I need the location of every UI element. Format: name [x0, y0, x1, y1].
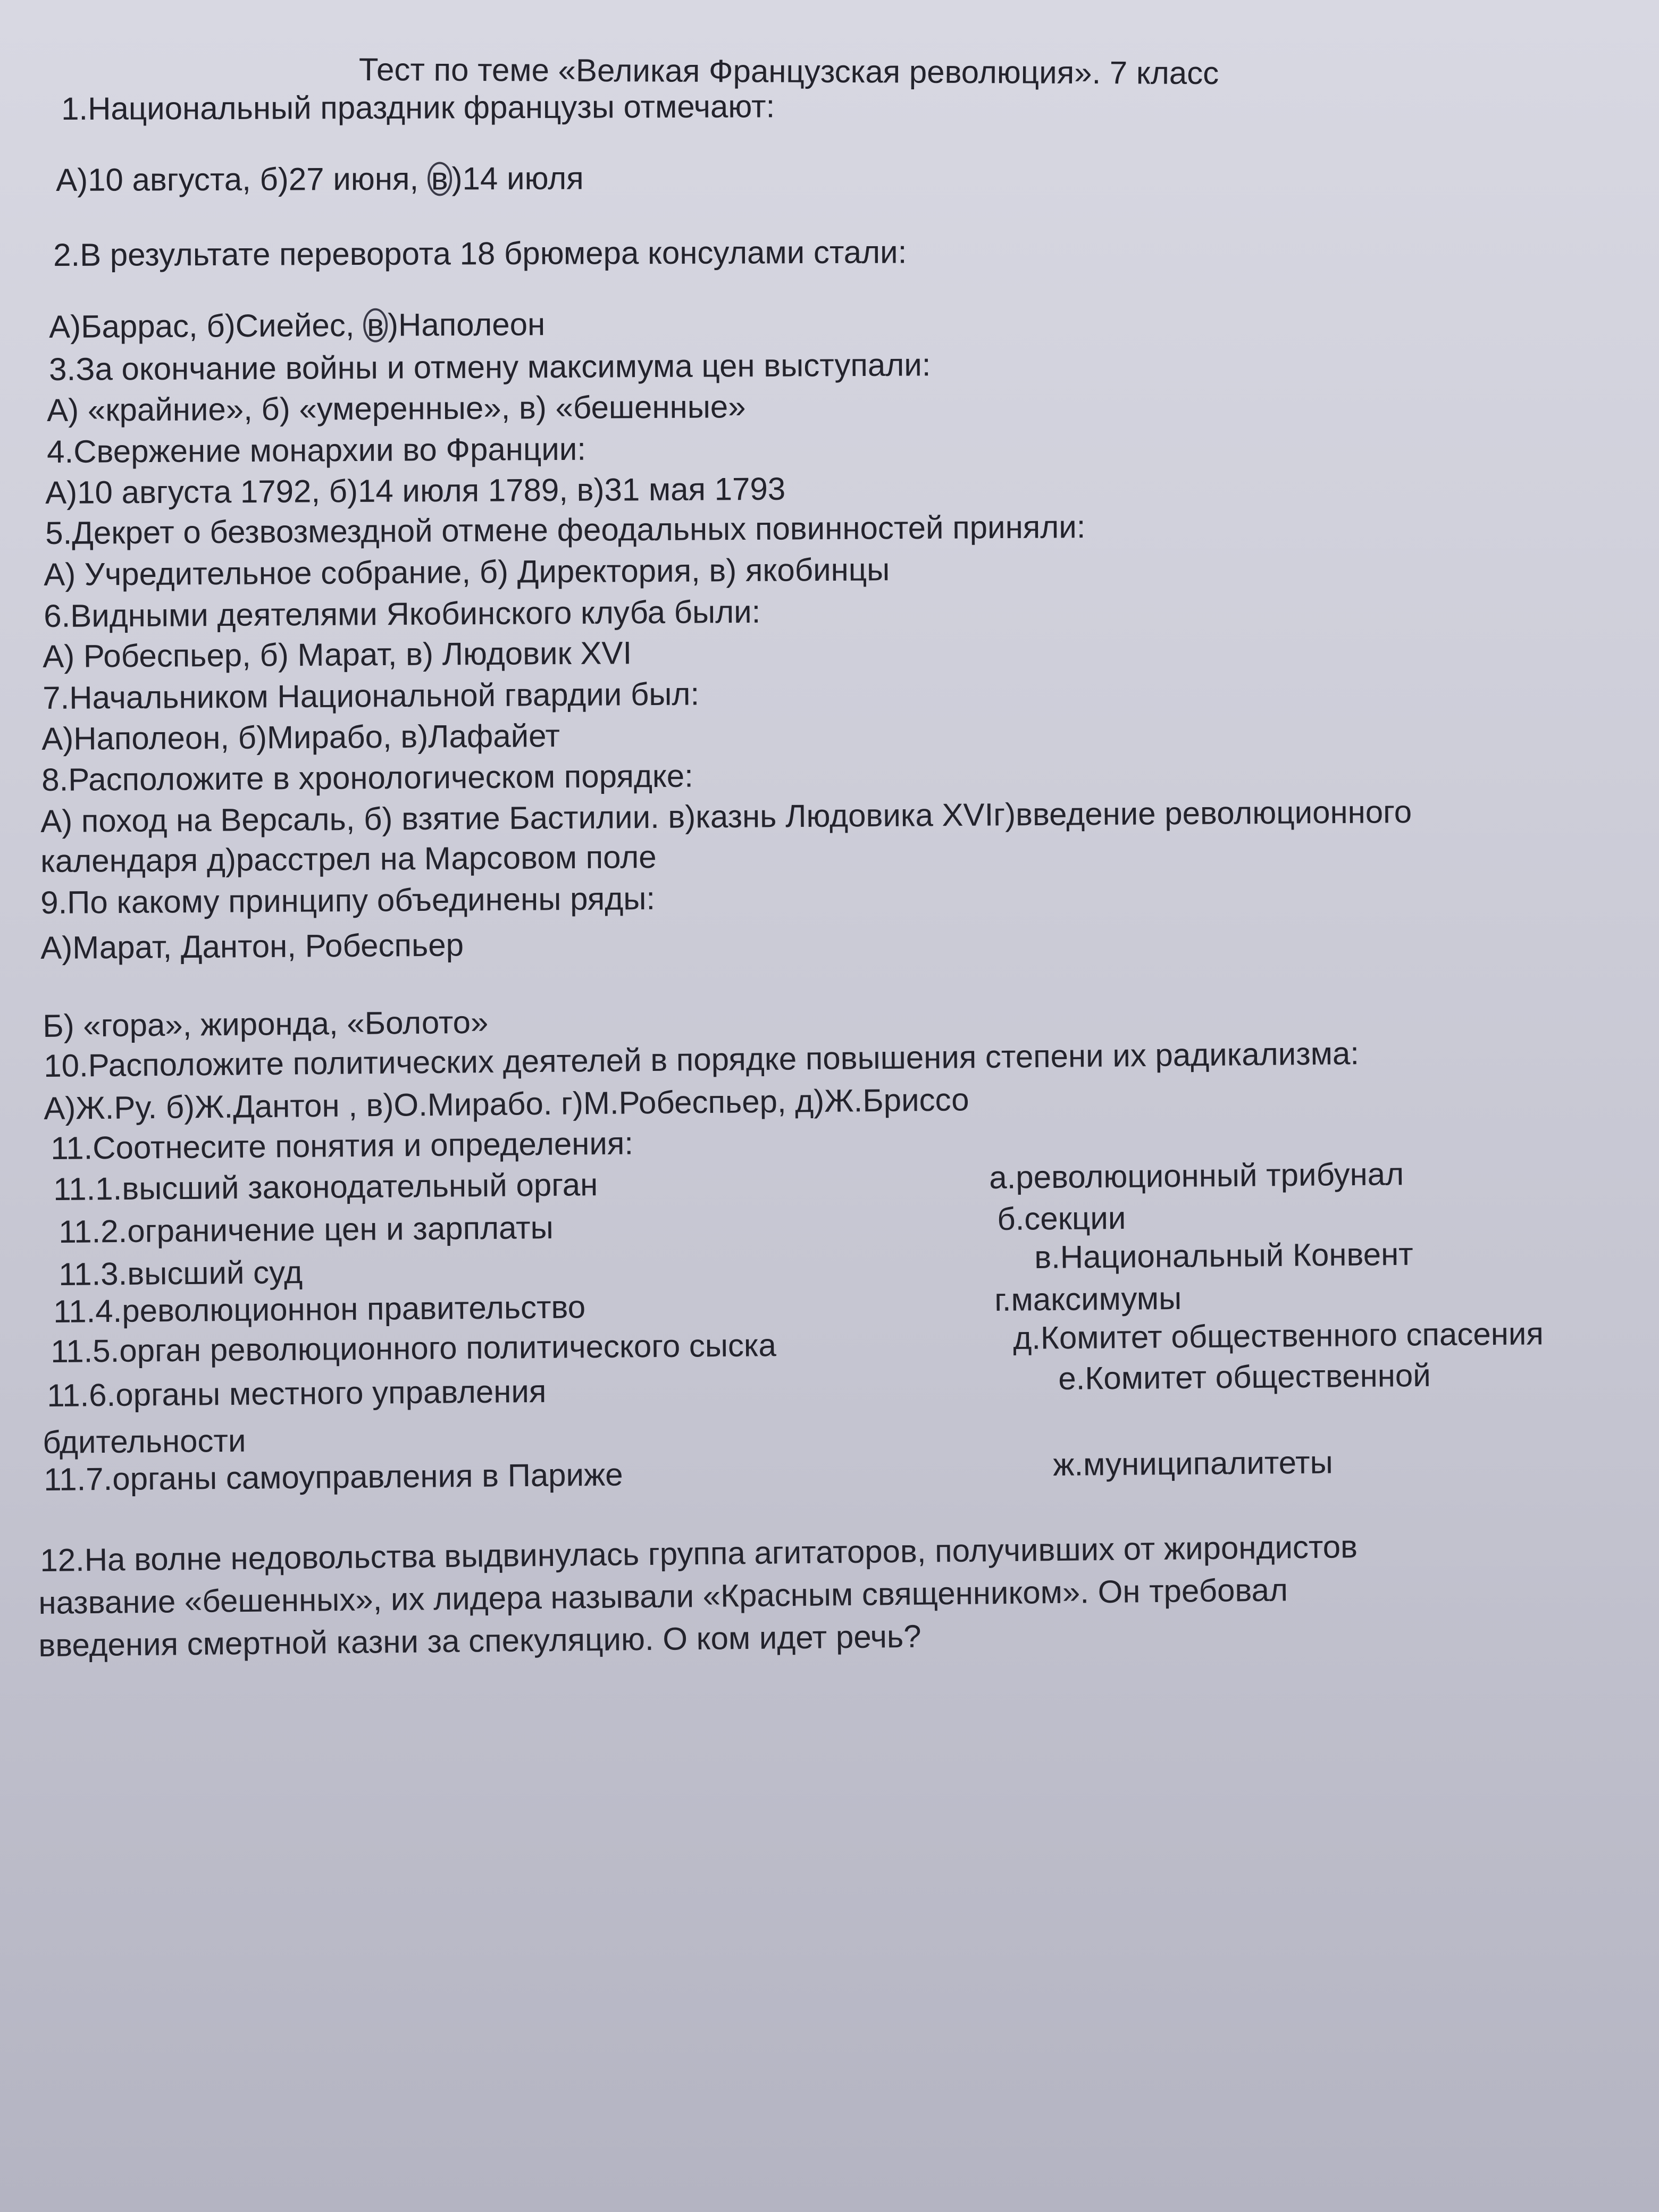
definition-v: в.Национальный Конвент: [1034, 1236, 1413, 1275]
answers-3: А) «крайние», б) «умеренные», в) «бешенные»: [47, 389, 746, 428]
question-9: 9.По какому принципу объединены ряды:: [40, 880, 656, 920]
circled-answer-mark: в: [428, 162, 452, 196]
concept-11-6: 11.6.органы местного управления: [47, 1373, 547, 1413]
answers-2: [49, 306, 545, 346]
answers-8-line-1: А) поход на Версаль, б) взятие Бастилии. в)казнь Людовика XVIг)введение революционного: [40, 793, 1412, 839]
question-12-line-3: введения смертной казни за спекуляцию. О ком идет речь?: [38, 1618, 921, 1663]
answers-1-text: А)10 августа, б)27 июня,: [56, 161, 428, 198]
definition-g: г.максимумы: [994, 1280, 1182, 1318]
question-3: 3.За окончание войны и отмену максимума цен выступали:: [49, 347, 931, 387]
concept-11-2: 11.2.ограничение цен и зарплаты: [58, 1209, 554, 1250]
answers-5: А) Учредительное собрание, б) Директория, в) якобинцы: [44, 551, 890, 592]
question-4: 4.Свержение монархии во Франции:: [47, 431, 586, 470]
row-a: А)Марат, Дантон, Робеспьер: [40, 927, 464, 966]
question-6: 6.Видными деятелями Якобинского клуба были:: [44, 593, 761, 634]
definition-e: е.Комитет общественной: [1058, 1357, 1431, 1396]
row-b: Б) «гора», жиронда, «Болото»: [43, 1004, 489, 1044]
definition-e-continued: бдительности: [43, 1422, 246, 1460]
answers-2-text: А)Баррас, б)Сиейес,: [49, 307, 364, 345]
question-2: 2.В результате переворота 18 брюмера консулами стали:: [53, 234, 907, 273]
concept-11-3: 11.3.высший суд: [58, 1254, 303, 1292]
answers-2-text-end: )Наполеон: [387, 306, 546, 343]
circled-answer-mark: в: [363, 308, 388, 342]
answers-8-line-2: календаря д)расстрел на Марсовом поле: [40, 839, 657, 879]
question-12-line-2: название «бешенных», их лидера называли «Красным священником». Он требовал: [38, 1572, 1288, 1621]
definition-a: а.революционный трибунал: [989, 1156, 1404, 1195]
answers-6: А) Робеспьер, б) Марат, в) Людовик XVI: [43, 635, 632, 674]
question-8: 8.Расположите в хронологическом порядке:: [41, 758, 694, 798]
definition-b: б.секции: [997, 1200, 1126, 1237]
page-title: Тест по теме «Великая Французская революция». 7 класс: [358, 51, 1219, 91]
concept-11-1: 11.1.высший законодательный орган: [53, 1167, 598, 1207]
definition-zh: ж.муниципалитеты: [1053, 1444, 1334, 1482]
question-12-line-1: 12.На волне недовольства выдвинулась группа агитаторов, получивших от жирондистов: [40, 1529, 1358, 1578]
question-1: 1.Национальный праздник французы отмечают:: [61, 88, 775, 127]
answers-10: А)Ж.Ру. б)Ж.Дантон , в)О.Мирабо. г)М.Робеспьер, д)Ж.Бриссо: [44, 1082, 969, 1126]
question-10: 10.Расположите политических деятелей в порядке повышения степени их радикализма:: [44, 1035, 1360, 1084]
answers-7: А)Наполеон, б)Мирабо, в)Лафайет: [41, 718, 560, 757]
concept-11-4: 11.4.революционнон правительство: [53, 1289, 586, 1329]
answers-1-text-end: )14 июля: [451, 160, 584, 197]
definition-d: д.Комитет общественного спасения: [1013, 1316, 1544, 1356]
answers-1: [56, 160, 584, 199]
answers-4: А)10 августа 1792, б)14 июля 1789, в)31 мая 1793: [45, 471, 786, 510]
question-5: 5.Декрет о безвозмездной отмене феодальных повинностей приняли:: [45, 509, 1086, 551]
question-11: 11.Соотнесите понятия и определения:: [51, 1125, 634, 1166]
concept-11-7: 11.7.органы самоуправления в Париже: [44, 1456, 623, 1497]
question-7: 7.Начальником Национальной гвардии был:: [43, 676, 700, 716]
concept-11-5: 11.5.орган революционного политического сыска: [51, 1327, 777, 1369]
